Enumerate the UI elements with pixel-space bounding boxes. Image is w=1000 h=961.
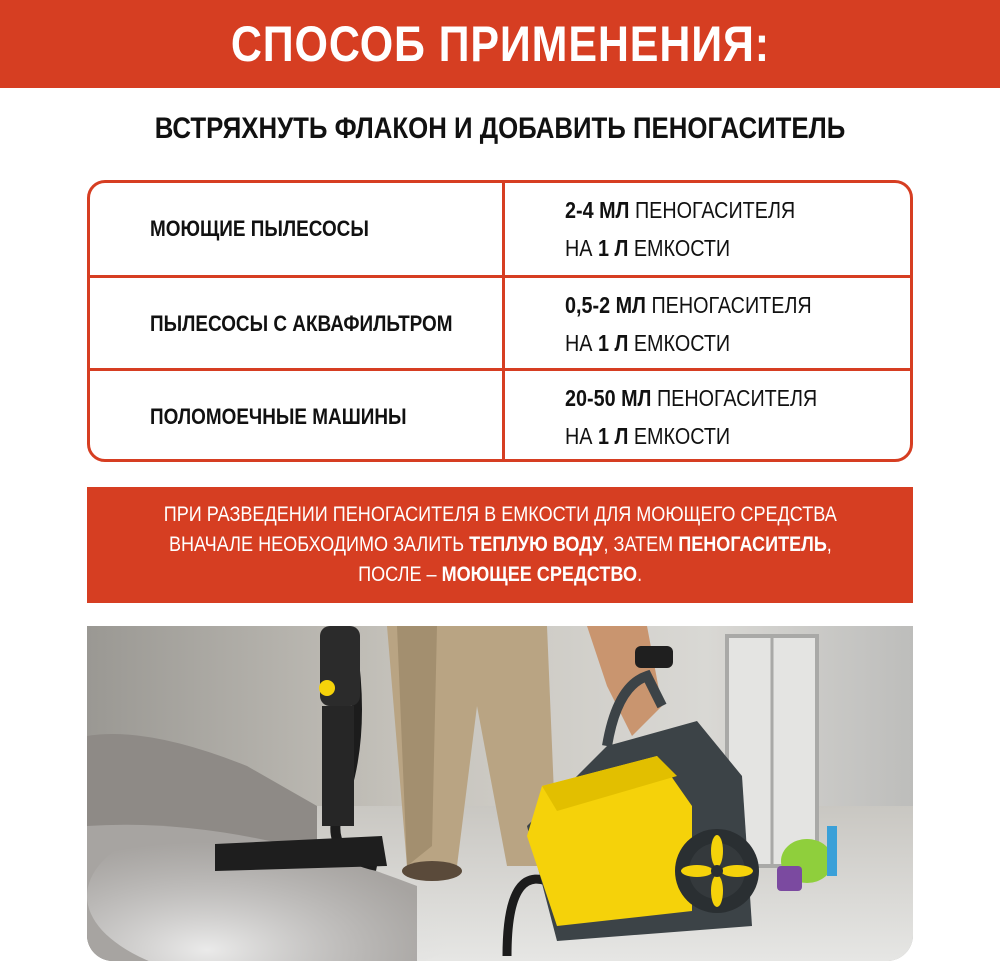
photo-illustration xyxy=(87,626,913,961)
title-banner xyxy=(0,0,1000,88)
dosage-cell xyxy=(505,183,910,275)
device-cell xyxy=(90,183,505,275)
dosage-line: 2-4 МЛ ПЕНОГАСИТЕЛЯ xyxy=(565,197,796,223)
steam-cleaner-photo xyxy=(87,626,913,961)
device-name: ПЫЛЕСОСЫ С АКВАФИЛЬТРОМ xyxy=(150,310,453,336)
dosage-line: 0,5-2 МЛ ПЕНОГАСИТЕЛЯ xyxy=(565,291,812,318)
dosage-table xyxy=(87,180,913,462)
volume-line: НА 1 Л ЕМКОСТИ xyxy=(565,329,731,356)
device-name: МОЮЩИЕ ПЫЛЕСОСЫ xyxy=(150,216,369,241)
device-cell xyxy=(90,371,505,462)
page-title: СПОСОБ ПРИМЕНЕНИЯ: xyxy=(230,16,770,72)
notice-box xyxy=(87,487,913,603)
dosage-cell xyxy=(505,371,910,462)
device-name: ПОЛОМОЕЧНЫЕ МАШИНЫ xyxy=(150,403,407,429)
table-row xyxy=(90,275,910,369)
volume-line: НА 1 Л ЕМКОСТИ xyxy=(565,235,731,261)
notice-line: ПРИ РАЗВЕДЕНИИ ПЕНОГАСИТЕЛЯ В ЕМКОСТИ ДЛЯ МОЮЩЕГО СРЕДСТВА xyxy=(163,503,837,526)
table-row xyxy=(90,368,910,462)
device-cell xyxy=(90,278,505,369)
dosage-line: 20-50 МЛ ПЕНОГАСИТЕЛЯ xyxy=(565,384,818,411)
notice-line: ПОСЛЕ – МОЮЩЕЕ СРЕДСТВО. xyxy=(358,563,642,586)
notice-line: ВНАЧАЛЕ НЕОБХОДИМО ЗАЛИТЬ ТЕПЛУЮ ВОДУ, ЗАТЕМ ПЕНОГАСИТЕЛЬ, xyxy=(168,533,832,556)
table-row xyxy=(90,183,910,275)
dosage-cell xyxy=(505,278,910,369)
subtitle: ВСТРЯХНУТЬ ФЛАКОН И ДОБАВИТЬ ПЕНОГАСИТЕЛЬ xyxy=(154,112,846,145)
volume-line: НА 1 Л ЕМКОСТИ xyxy=(565,422,731,449)
